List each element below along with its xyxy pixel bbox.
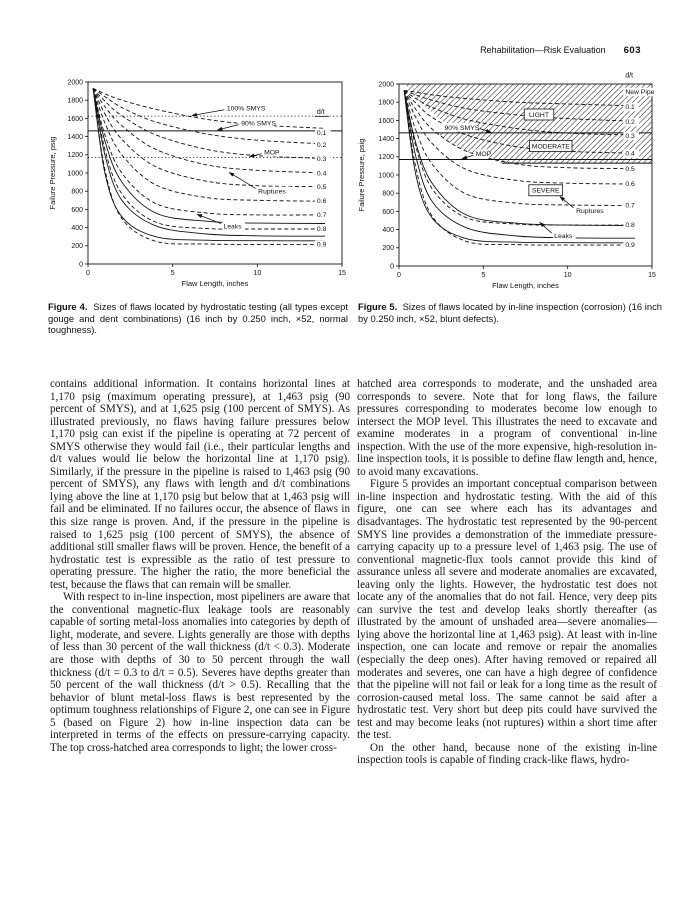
svg-text:0.9: 0.9: [316, 241, 327, 249]
paragraph: On the other hand, because none of the existing in-line inspection tools is capable of finding crack-like flaws, hydro-: [357, 741, 657, 767]
svg-text:1800: 1800: [378, 99, 394, 107]
svg-text:Ruptures: Ruptures: [576, 207, 604, 215]
svg-text:600: 600: [382, 208, 394, 216]
paragraph: With respect to in-line inspection, most pipeliners are aware that the conventional magnetic-flux leakage tools are reasonably capable of sorting metal-loss anomalies into categories by depth of light, moderate, and severe. Lights generally are those with depths of less than 30 percent of the wall thickness (d/t < 0.3). Moderate are those with depths of 30 to 50 percent through the wall thickness (d/t = 0.3 to d/t = 0.5). Severes have depths greater than 50 percent of the wall thickness (d/t > 0.5). Recalling that the behavior of blunt metal-loss flaws is best represented by the optimum toughness relationships of Figure 2, one can see in Figure 5 (based on Figure 2) how in-line inspection data can be interpreted in terms of the effects on pressure-carrying capacity. The top cross-hatched area corresponds to light; the lower cross-: [50, 591, 350, 754]
svg-text:0.8: 0.8: [316, 225, 327, 233]
svg-text:Ruptures: Ruptures: [258, 188, 286, 196]
svg-text:0: 0: [390, 263, 394, 271]
svg-text:1800: 1800: [67, 97, 83, 105]
figure5-caption-label: Figure 5.: [358, 301, 398, 312]
svg-text:Failure Pressure, psig: Failure Pressure, psig: [357, 138, 366, 212]
running-head: [0, 45, 641, 56]
svg-text:1600: 1600: [67, 115, 83, 123]
svg-text:0.2: 0.2: [316, 142, 327, 150]
paragraph: Figure 5 provides an important conceptual comparison between in-line inspection and hydrostatic testing. With the aid of this figure, one can see where each has its advantages and disadvantages. The hydrostatic test represented by the 90-percent SMYS line provides a demonstration of the immediate pressure-carrying capacity up to a pressure level of 1,463 psig. The use of conventional magnetic-flux tools cannot provide this kind of assurance unless all severe and moderate anomalies are excavated, leaving only the lights. However, the hydrostatic test does not locate any of the anomalies that do not fail. Hence, very deep pits can survive the test and develop leaks shortly thereafter (as illustrated by the amount of unshaded area—severe anomalies—lying above the horizontal line at 1,463 psig). At least with in-line inspection, one can locate and remove or repair the anomalies (especially the deep ones). After having removed or repaired all moderates and severes, one can have a high degree of confidence that the pipeline will not fail or leak for a long time as the result of corrosion-caused metal loss. The same cannot be said after a hydrostatic test. Very short but deep pits could have survived the test and may become leaks (not ruptures) within a short time after the test.: [357, 478, 657, 742]
svg-text:2000: 2000: [67, 79, 83, 87]
svg-text:15: 15: [648, 272, 656, 279]
svg-text:90% SMYS: 90% SMYS: [241, 120, 277, 128]
svg-text:LIGHT: LIGHT: [528, 111, 550, 119]
svg-text:0.7: 0.7: [625, 202, 635, 210]
figure5-caption-text: Sizes of flaws located by in-line inspection (corrosion) (16 inch by 0.250 inch, ×52, blunt defects).: [358, 301, 662, 324]
svg-text:0: 0: [86, 270, 90, 277]
figure4-chart: [46, 72, 350, 296]
svg-text:2000: 2000: [378, 81, 394, 89]
svg-text:0.4: 0.4: [625, 150, 635, 158]
figure4-caption-label: Figure 4.: [48, 301, 88, 312]
svg-text:1600: 1600: [378, 117, 394, 125]
left-column: [50, 378, 350, 754]
svg-text:1200: 1200: [67, 152, 83, 160]
right-column: [357, 378, 657, 767]
svg-text:0.2: 0.2: [625, 119, 635, 127]
svg-text:0.3: 0.3: [625, 132, 635, 140]
svg-text:MODERATE: MODERATE: [531, 143, 570, 151]
svg-text:15: 15: [338, 270, 346, 277]
svg-text:New Pipe: New Pipe: [625, 89, 655, 97]
svg-text:800: 800: [71, 188, 83, 196]
svg-text:d/t: d/t: [316, 108, 325, 116]
svg-text:0.3: 0.3: [316, 156, 327, 164]
figure5-chart: [355, 72, 668, 296]
svg-text:0.9: 0.9: [625, 242, 635, 250]
svg-text:0.1: 0.1: [316, 129, 327, 137]
svg-text:0.6: 0.6: [316, 198, 327, 206]
svg-text:SEVERE: SEVERE: [531, 187, 560, 195]
svg-text:Leaks: Leaks: [554, 233, 573, 241]
svg-text:Failure Pressure, psig: Failure Pressure, psig: [48, 136, 57, 210]
figure4-caption: [48, 301, 348, 336]
svg-text:1000: 1000: [67, 170, 83, 178]
svg-text:200: 200: [71, 243, 83, 251]
running-head-title: Rehabilitation—Risk Evaluation: [480, 45, 606, 55]
svg-text:Flaw Length, inches: Flaw Length, inches: [181, 279, 249, 288]
svg-text:Flaw Length, inches: Flaw Length, inches: [492, 281, 559, 290]
page-number: 603: [623, 45, 641, 56]
svg-text:5: 5: [481, 272, 486, 279]
svg-text:0.8: 0.8: [625, 222, 635, 230]
svg-text:0.6: 0.6: [625, 181, 635, 189]
svg-text:Leaks: Leaks: [223, 223, 242, 231]
svg-text:600: 600: [71, 206, 83, 214]
svg-text:100% SMYS: 100% SMYS: [226, 105, 266, 113]
svg-text:10: 10: [253, 270, 262, 277]
svg-text:0.5: 0.5: [316, 184, 327, 192]
figure5-caption: [358, 301, 662, 324]
svg-text:d/t: d/t: [625, 72, 634, 80]
svg-text:MOP: MOP: [264, 149, 280, 157]
svg-text:10: 10: [563, 272, 572, 279]
svg-text:800: 800: [382, 190, 394, 198]
svg-text:0: 0: [397, 272, 401, 279]
svg-text:200: 200: [382, 245, 394, 253]
svg-text:5: 5: [170, 270, 175, 277]
svg-text:1400: 1400: [67, 134, 83, 141]
svg-text:0.5: 0.5: [625, 166, 635, 174]
svg-text:1400: 1400: [378, 136, 394, 143]
paragraph: hatched area corresponds to moderate, and the unshaded area corresponds to severe. Note that for long flaws, the failure pressures corresponding to moderates become low enough to intersect the MOP level. This illustrates the need to excavate and examine moderates in a program of conventional in-line inspection. With the use of the more expensive, high-resolution in-line inspection tools, it is possible to define flaw length and, hence, to avoid many excavations.: [357, 378, 657, 478]
svg-text:400: 400: [382, 227, 394, 234]
svg-text:0.1: 0.1: [625, 104, 635, 112]
figure4-caption-text: Sizes of flaws located by hydrostatic testing (all types except gouge and dent combinations) (16 inch by 0.250 inch, ×52, normal toughness).: [48, 301, 348, 336]
svg-text:MOP: MOP: [475, 151, 492, 159]
svg-text:0.7: 0.7: [316, 211, 327, 219]
svg-text:1000: 1000: [378, 172, 394, 180]
svg-text:1200: 1200: [378, 154, 394, 162]
svg-text:90% SMYS: 90% SMYS: [444, 124, 480, 132]
paragraph: contains additional information. It contains horizontal lines at 1,170 psig (maximum operating pressure), at 1,463 psig (90 percent of SMYS), and at 1,625 psig (100 percent of SMYS). As illustrated previously, no flaws having failure pressures below 1,170 psig can exist if the pipeline is operating at 72 percent of SMYS otherwise they would fail (i.e., their particular lengths and d/t values would lie below the horizontal line at 1,170 psig). Similarly, if the pressure in the pipeline is raised to 1,463 psig (90 percent of SMYS), any flaws with length and d/t combinations lying above the line at 1,170 psig but below that at 1,463 psig will fail and be eliminated. If no failures occur, the absence of flaws in this size range is proven. And, if the pressure in the pipeline is raised to 1,625 psig (100 percent of SMYS), the absence of additional still smaller flaws will be proven. Hence, the benefit of a hydrostatic test is expressible as the ratio of test pressure to operating pressure. The higher the ratio, the more beneficial the test, because the flaws that can remain will be smaller.: [50, 378, 350, 591]
svg-text:0.4: 0.4: [316, 170, 327, 178]
svg-text:0: 0: [79, 261, 83, 269]
svg-text:400: 400: [71, 225, 83, 232]
